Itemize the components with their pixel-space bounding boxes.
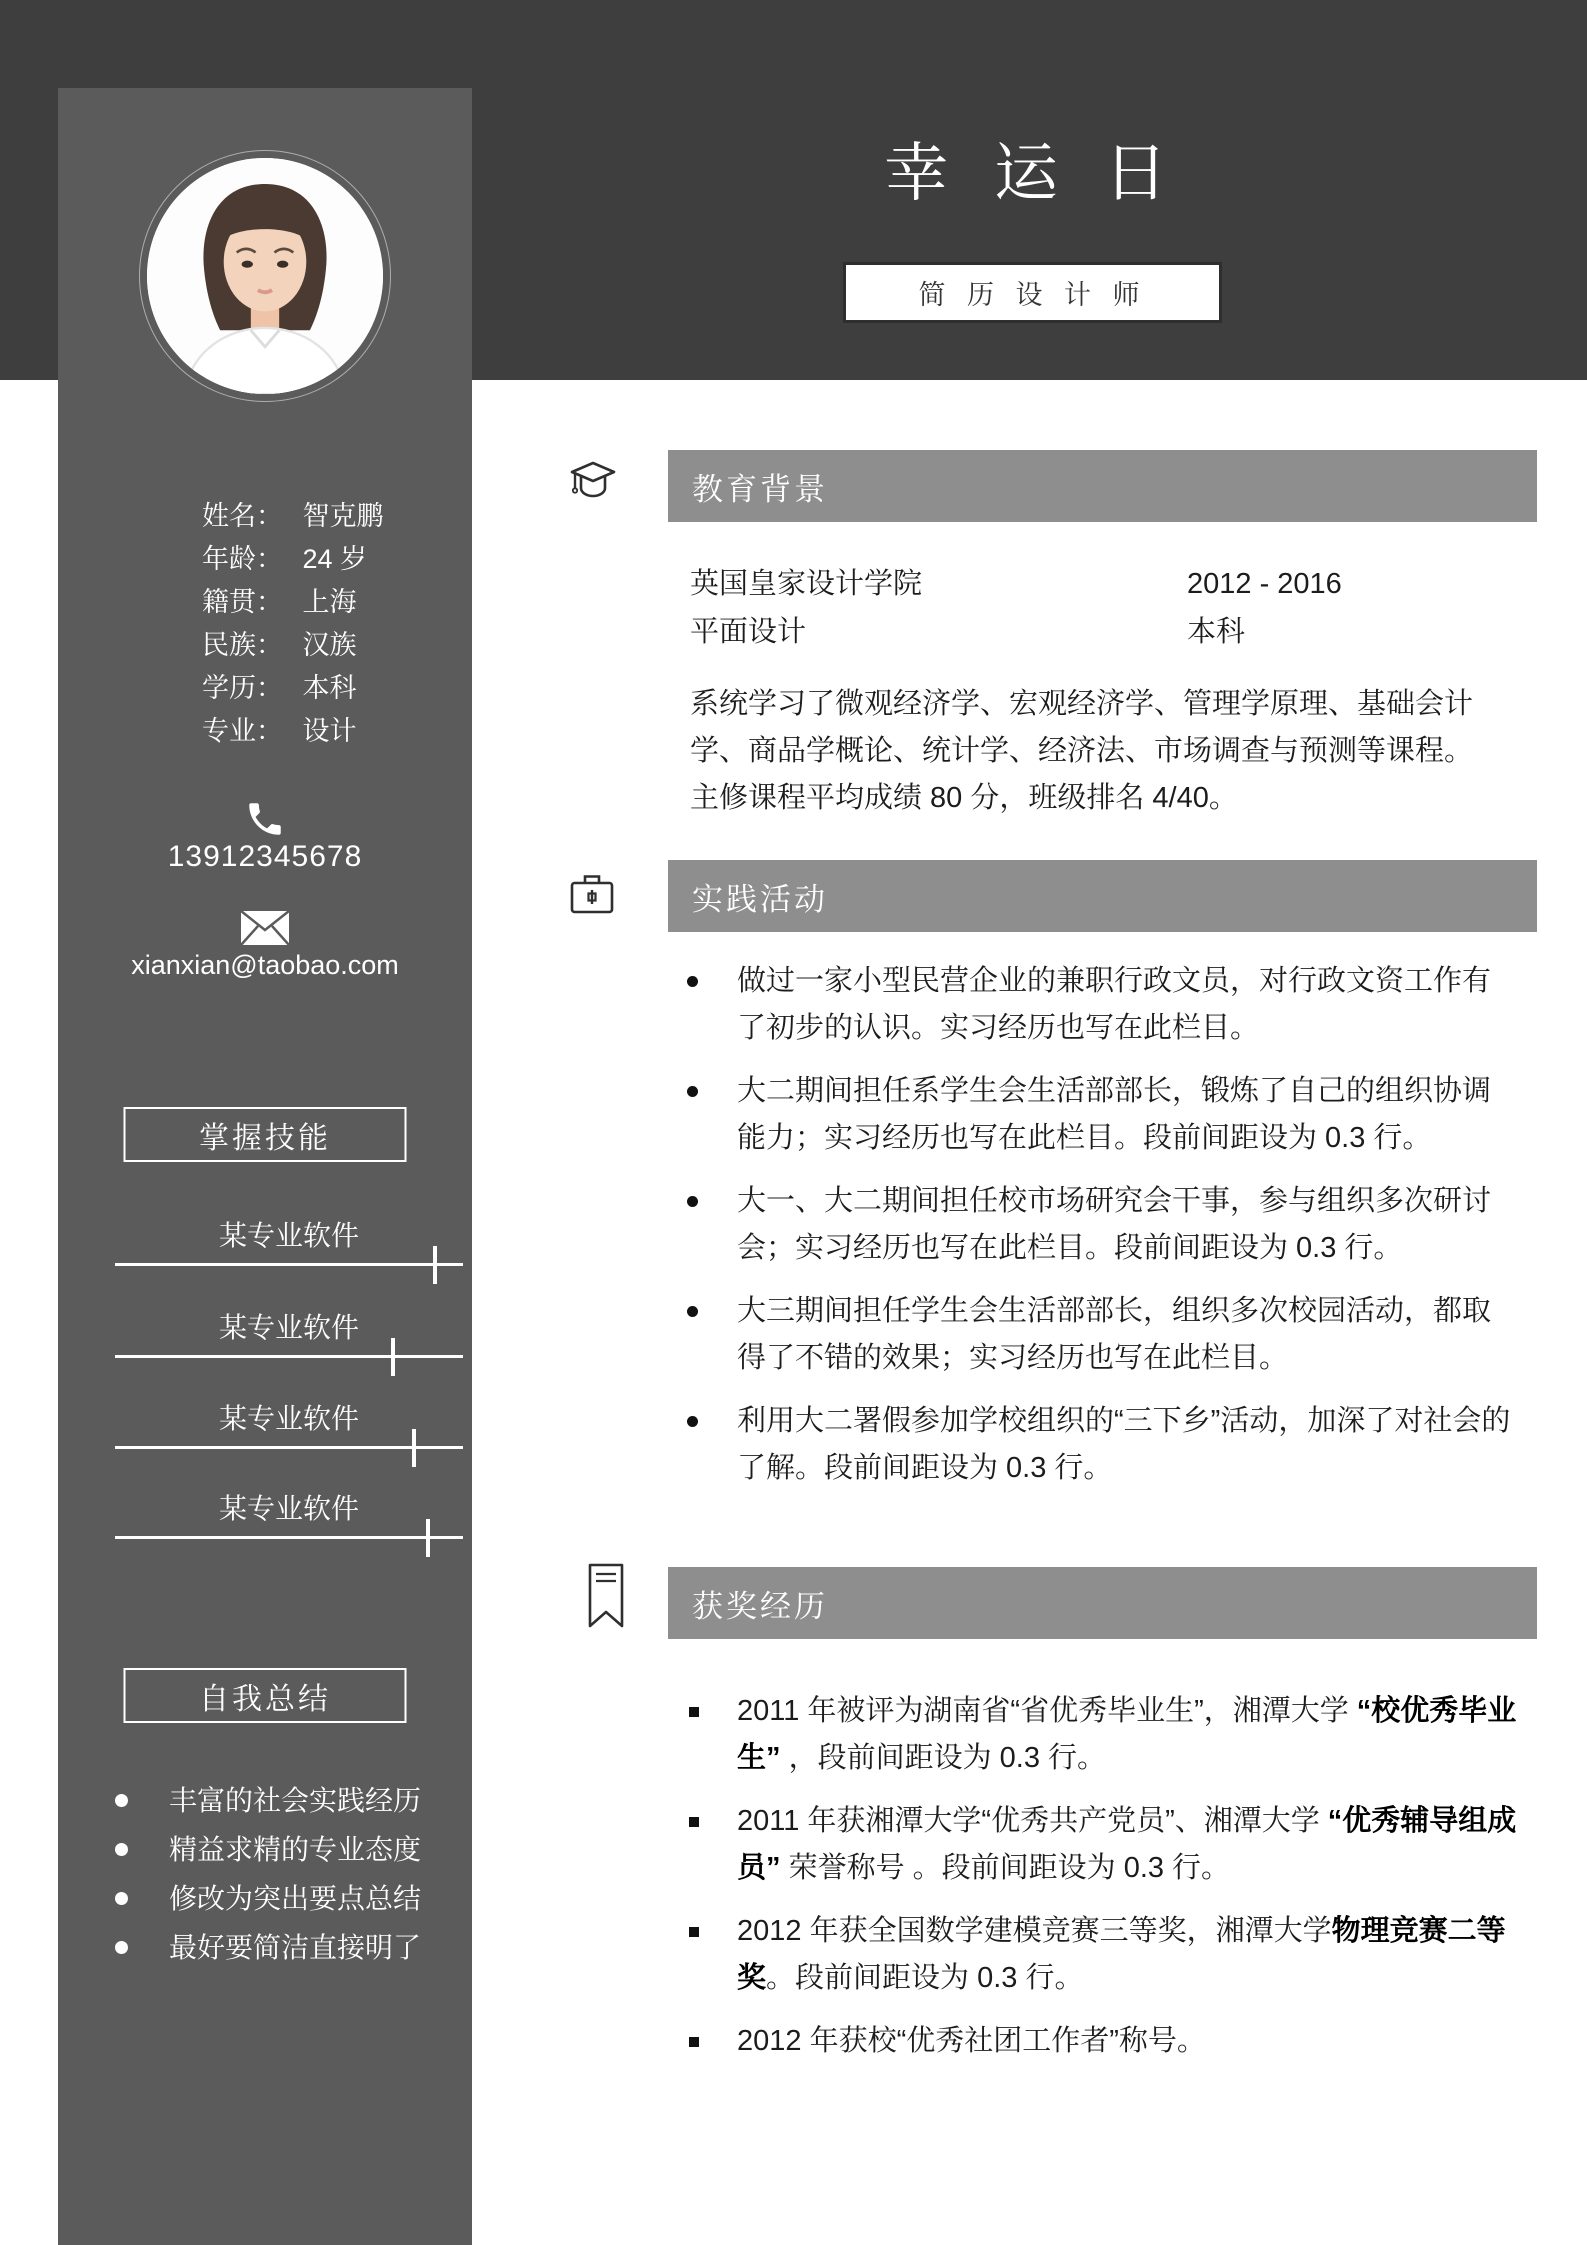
section-title: 获奖经历 — [692, 1588, 828, 1624]
skill-item — [115, 1215, 463, 1266]
award-text: 2012 年获校“优秀社团工作者”称号。 — [737, 2025, 1206, 2057]
skill-level-handle — [412, 1429, 416, 1467]
section-header-practice — [668, 860, 1537, 932]
info-value: 上海 — [302, 587, 357, 617]
summary-text: 修改为突出要点总结 — [169, 1883, 422, 1914]
practice-text: 大三期间担任学生会生活部部长，组织多次校园活动，都取得了不错的效果；实习经历也写在此栏目。 — [737, 1295, 1492, 1374]
bullet-dot-icon — [687, 1306, 698, 1317]
degree-name: 本科 — [1187, 616, 1246, 648]
skill-level-handle — [433, 1246, 437, 1284]
award-item — [668, 1688, 1518, 1782]
bullet-dot-icon — [687, 1416, 698, 1427]
phone-number: 13912345678 — [167, 840, 363, 873]
bullet-square-icon — [689, 1817, 699, 1827]
award-text-bold: “优秀辅导组成员” — [737, 1805, 1517, 1884]
info-label: 专业： — [202, 716, 283, 746]
skill-level-bar — [115, 1263, 463, 1266]
bullet-dot-icon — [687, 1196, 698, 1207]
award-text: 2011 年获湘潭大学“优秀共产党员”、湘潭大学 — [737, 1805, 1328, 1837]
awards-list — [668, 1688, 1518, 2081]
summary-item — [103, 1776, 448, 1825]
info-row-ethnicity — [202, 624, 384, 667]
award-item — [668, 1908, 1518, 2002]
summary-item — [103, 1923, 448, 1972]
personal-info-list — [202, 495, 384, 753]
award-text-bold: 物理竞赛二等奖 — [737, 1915, 1506, 1994]
summary-text: 最好要简洁直接明了 — [169, 1932, 422, 1963]
envelope-icon — [240, 910, 290, 951]
skill-name: 某专业软件 — [218, 1493, 359, 1524]
info-value: 设计 — [302, 716, 357, 746]
briefcase-icon — [568, 870, 616, 923]
practice-text: 利用大二署假参加学校组织的“三下乡”活动，加深了对社会的了解。段前间距设为 0.3 行。 — [737, 1405, 1511, 1484]
practice-item — [668, 1178, 1518, 1272]
education-desc-paragraph-1: 系统学习了微观经济学、宏观经济学、管理学原理、基础会计学、商品学概论、统计学、经济法、市场调查与预测等课程。 — [690, 688, 1474, 767]
subtitle-badge — [843, 262, 1222, 323]
award-text: 2011 年被评为湖南省“省优秀毕业生”，湘潭大学 — [737, 1695, 1357, 1727]
skill-item — [115, 1488, 463, 1539]
skills-section-title: 掌握技能 — [199, 1121, 331, 1155]
school-name: 英国皇家设计学院 — [690, 568, 923, 600]
section-header-awards — [668, 1567, 1537, 1639]
education-description — [690, 681, 1520, 822]
bullet-dot-icon — [115, 1794, 128, 1807]
info-label: 年龄： — [202, 544, 283, 574]
info-row-major — [202, 710, 384, 753]
practice-list — [668, 958, 1518, 1508]
skill-level-bar — [115, 1536, 463, 1539]
bullet-dot-icon — [115, 1941, 128, 1954]
summary-list — [103, 1776, 448, 1972]
practice-item — [668, 1288, 1518, 1382]
practice-item — [668, 1068, 1518, 1162]
info-label: 籍贯： — [202, 587, 283, 617]
award-item — [668, 1798, 1518, 1892]
skill-level-bar — [115, 1355, 463, 1358]
avatar-illustration — [147, 158, 383, 394]
email-address: xianxian@taobao.com — [131, 950, 399, 980]
award-text-bold: “校优秀毕业生” — [737, 1695, 1517, 1774]
summary-item — [103, 1825, 448, 1874]
practice-text: 做过一家小型民营企业的兼职行政文员，对行政文资工作有了初步的认识。实习经历也写在此栏目。 — [737, 965, 1492, 1044]
practice-item — [668, 1398, 1518, 1492]
bullet-dot-icon — [115, 1843, 128, 1856]
skill-level-handle — [426, 1519, 430, 1557]
bullet-square-icon — [689, 2037, 699, 2047]
sidebar — [58, 88, 472, 2245]
education-period: 2012 - 2016 — [1187, 568, 1342, 600]
profile-photo — [147, 158, 383, 394]
bullet-dot-icon — [687, 1086, 698, 1097]
award-item — [668, 2018, 1518, 2065]
info-label: 学历： — [202, 673, 283, 703]
page-title: 幸 运 日 — [884, 137, 1182, 209]
skill-name: 某专业软件 — [218, 1312, 359, 1343]
bookmark-icon — [586, 1562, 626, 1635]
summary-section-title: 自我总结 — [199, 1682, 331, 1716]
section-title: 教育背景 — [692, 471, 828, 507]
bullet-dot-icon — [687, 976, 698, 987]
education-rows — [690, 560, 1518, 656]
phone-icon — [244, 798, 286, 845]
skill-item — [115, 1398, 463, 1449]
summary-section-title-box — [124, 1668, 407, 1723]
skills-section-title-box — [124, 1107, 407, 1162]
education-row-2 — [690, 608, 1518, 656]
skill-level-handle — [391, 1338, 395, 1376]
info-row-hometown — [202, 581, 384, 624]
skill-name: 某专业软件 — [218, 1403, 359, 1434]
info-row-age — [202, 538, 384, 581]
award-text: ，段前间距设为 0.3 行。 — [780, 1742, 1107, 1774]
skill-level-bar — [115, 1446, 463, 1449]
info-row-name — [202, 495, 384, 538]
practice-text: 大一、大二期间担任校市场研究会干事，参与组织多次研讨会；实习经历也写在此栏目。段前间距设为 0.3 行。 — [737, 1185, 1492, 1264]
summary-text: 丰富的社会实践经历 — [169, 1785, 422, 1816]
section-title: 实践活动 — [692, 881, 828, 917]
bullet-square-icon — [689, 1927, 699, 1937]
skill-item — [115, 1307, 463, 1358]
award-text: 2012 年获全国数学建模竞赛三等奖，湘潭大学 — [737, 1915, 1332, 1947]
practice-text: 大二期间担任系学生会生活部部长，锻炼了自己的组织协调能力；实习经历也写在此栏目。段前间距设为 0.3 行。 — [737, 1075, 1492, 1154]
education-desc-paragraph-2: 主修课程平均成绩 80 分，班级排名 4/40。 — [690, 782, 1238, 814]
bullet-square-icon — [689, 1707, 699, 1717]
summary-item — [103, 1874, 448, 1923]
skill-name: 某专业软件 — [218, 1220, 359, 1251]
info-value: 汉族 — [302, 630, 357, 660]
subtitle-text: 简 历 设 计 师 — [918, 280, 1147, 310]
info-label: 姓名： — [202, 501, 283, 531]
info-row-degree — [202, 667, 384, 710]
major-name: 平面设计 — [690, 616, 807, 648]
award-text: 荣誉称号 。段前间距设为 0.3 行。 — [780, 1852, 1231, 1884]
education-row-1 — [690, 560, 1518, 608]
section-header-education — [668, 450, 1537, 522]
info-label: 民族： — [202, 630, 283, 660]
info-value: 本科 — [302, 673, 357, 703]
bullet-dot-icon — [115, 1892, 128, 1905]
graduation-cap-icon — [568, 458, 618, 511]
info-value: 24 岁 — [302, 544, 368, 574]
summary-text: 精益求精的专业态度 — [169, 1834, 422, 1865]
practice-item — [668, 958, 1518, 1052]
award-text: 。段前间距设为 0.3 行。 — [766, 1962, 1084, 1994]
info-value: 智克鹏 — [302, 501, 384, 531]
